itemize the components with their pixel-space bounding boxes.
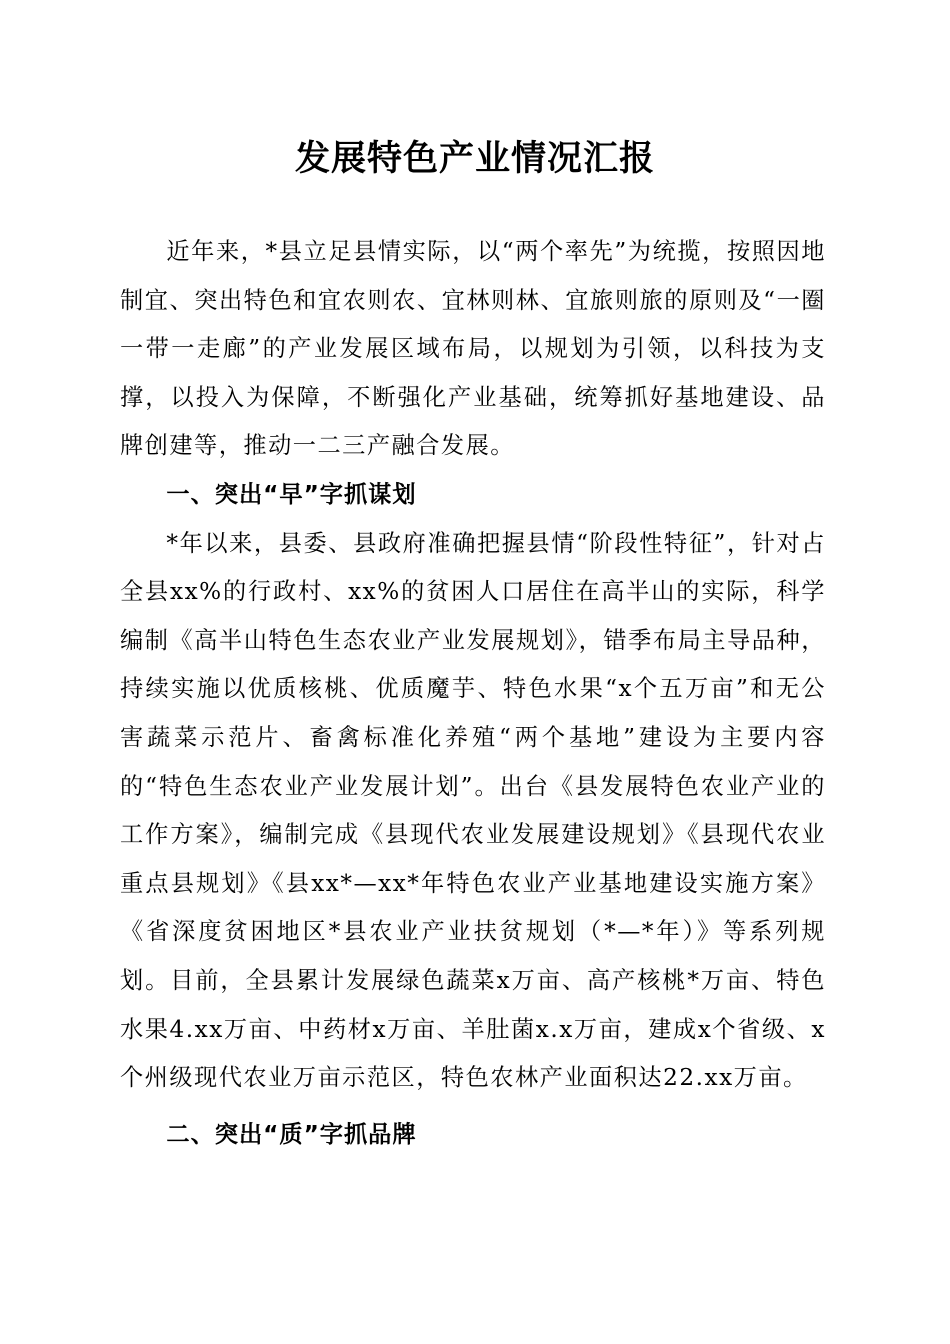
- document-title: 发展特色产业情况汇报: [294, 138, 655, 179]
- section-2-heading: 二、突出“质”字抓品牌: [166, 1120, 417, 1148]
- section-1-paragraph: *年以来，县委、县政府准确把握县情“阶段性特征”，针对占全县xx%的行政村、xx%的贫困人口居住在高半山的实际，科学编制《高半山特色生态农业产业发展规划》，错季布局主导品种，持续实施以优质核桃、优质魔芋、特色水果“x个五万亩”和无公害蔬菜示范片、畜禽标准化养殖“两个基地”建设为主要内容的“特色生态农业产业发展计划”。出台《县发展特色农业产业的工作方案》，编制完成《县现代农业发展建设规划》《县现代农业重点县规划》《县xx*—xx*年特色农业产业基地建设实施方案》《省深度贫困地区*县农业产业扶贫规划（*—*年）》等系列规划。目前，全县累计发展绿色蔬菜x万亩、高产核桃*万亩、特色水果4.xx万亩、中药材x万亩、羊肚菌x.x万亩，建成x个省级、x个州级现代农业万亩示范区，特色农林产业面积达22.xx万亩。: [120, 529, 826, 1092]
- section-1-heading: 一、突出“早”字抓谋划: [166, 480, 417, 508]
- intro-paragraph: 近年来，*县立足县情实际，以“两个率先”为统揽，按照因地制宜、突出特色和宜农则农、宜林则林、宜旅则旅的原则及“一圈一带一走廊”的产业发展区域布局，以规划为引领，以科技为支撑，以投入为保障，不断强化产业基础，统筹抓好基地建设、品牌创建等，推动一二三产融合发展。: [120, 238, 826, 460]
- document-body: [120, 228, 826, 1159]
